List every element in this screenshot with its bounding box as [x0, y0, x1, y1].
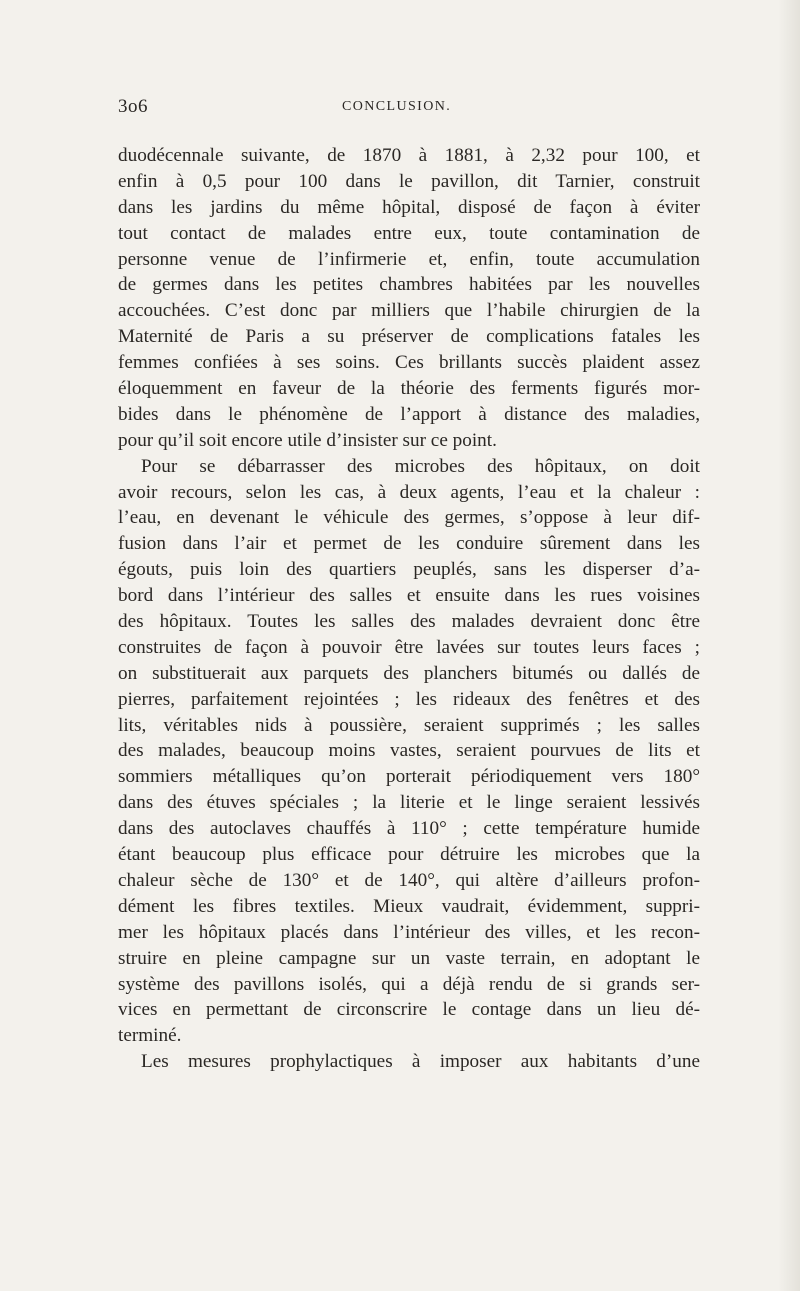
text-line: accouchées. C’est donc par milliers que l’habile chirurgien de la: [118, 300, 700, 322]
text-line: éloquemment en faveur de la théorie des ferments figurés mor-: [118, 378, 700, 400]
page-number: 3o6: [118, 96, 148, 117]
text-line: pour qu’il soit encore utile d’insister sur ce point.: [118, 429, 497, 451]
text-line: avoir recours, selon les cas, à deux agents, l’eau et la chaleur :: [118, 481, 700, 503]
text-line: système des pavillons isolés, qui a déjà rendu de si grands ser-: [118, 973, 700, 995]
text-line: chaleur sèche de 130° et de 140°, qui altère d’ailleurs profon-: [118, 869, 700, 891]
text-line: Maternité de Paris a su préserver de complications fatales les: [118, 326, 700, 348]
page-edge-shadow: [778, 0, 800, 1291]
text-line: enfin à 0,5 pour 100 dans le pavillon, dit Tarnier, construit: [118, 170, 700, 192]
text-line: bides dans le phénomène de l’apport à distance des maladies,: [118, 403, 700, 425]
text-line: sommiers métalliques qu’on porterait périodiquement vers 180°: [118, 766, 700, 788]
text-line: pierres, parfaitement rejointées ; les rideaux des fenêtres et des: [118, 688, 700, 710]
text-line: femmes confiées à ses soins. Ces brillants succès plaident assez: [118, 352, 700, 374]
text-line: mer les hôpitaux placés dans l’intérieur des villes, et les recon-: [118, 921, 700, 943]
text-line: construites de façon à pouvoir être lavées sur toutes leurs faces ;: [118, 636, 700, 658]
text-line: fusion dans l’air et permet de les conduire sûrement dans les: [118, 533, 700, 555]
text-line: lits, véritables nids à poussière, seraient supprimés ; les salles: [118, 714, 700, 736]
running-title: CONCLUSION.: [342, 99, 452, 114]
text-line: struire en pleine campagne sur un vaste terrain, en adoptant le: [118, 947, 700, 969]
text-line: Les mesures prophylactiques à imposer aux habitants d’une: [141, 1051, 700, 1073]
text-line: des malades, beaucoup moins vastes, seraient pourvues de lits et: [118, 740, 700, 762]
body-text: [118, 143, 700, 1075]
text-line: dément les fibres textiles. Mieux vaudrait, évidemment, suppri-: [118, 895, 700, 917]
text-line: de germes dans les petites chambres habitées par les nouvelles: [118, 274, 700, 296]
text-line: dans des autoclaves chauffés à 110° ; cette température humide: [118, 818, 700, 840]
text-line: bord dans l’intérieur des salles et ensuite dans les rues voisines: [118, 585, 700, 607]
text-line: des hôpitaux. Toutes les salles des malades devraient donc être: [118, 611, 700, 633]
text-line: dans des étuves spéciales ; la literie et le linge seraient lessivés: [118, 792, 700, 814]
text-line: vices en permettant de circonscrire le contage dans un lieu dé-: [118, 999, 700, 1021]
running-head: [118, 96, 700, 120]
text-line: dans les jardins du même hôpital, disposé de façon à éviter: [118, 196, 700, 218]
text-line: étant beaucoup plus efficace pour détruire les microbes que la: [118, 844, 700, 866]
text-line: égouts, puis loin des quartiers peuplés, sans les disperser d’a-: [118, 559, 700, 581]
text-line: terminé.: [118, 1025, 182, 1047]
text-line: personne venue de l’infirmerie et, enfin, toute accumulation: [118, 248, 700, 270]
text-line: tout contact de malades entre eux, toute contamination de: [118, 222, 700, 244]
text-line: duodécennale suivante, de 1870 à 1881, à 2,32 pour 100, et: [118, 145, 700, 166]
text-line: on substituerait aux parquets des planchers bitumés ou dallés de: [118, 662, 700, 684]
text-line: Pour se débarrasser des microbes des hôpitaux, on doit: [141, 455, 700, 477]
text-line: l’eau, en devenant le véhicule des germes, s’oppose à leur dif-: [118, 507, 700, 529]
